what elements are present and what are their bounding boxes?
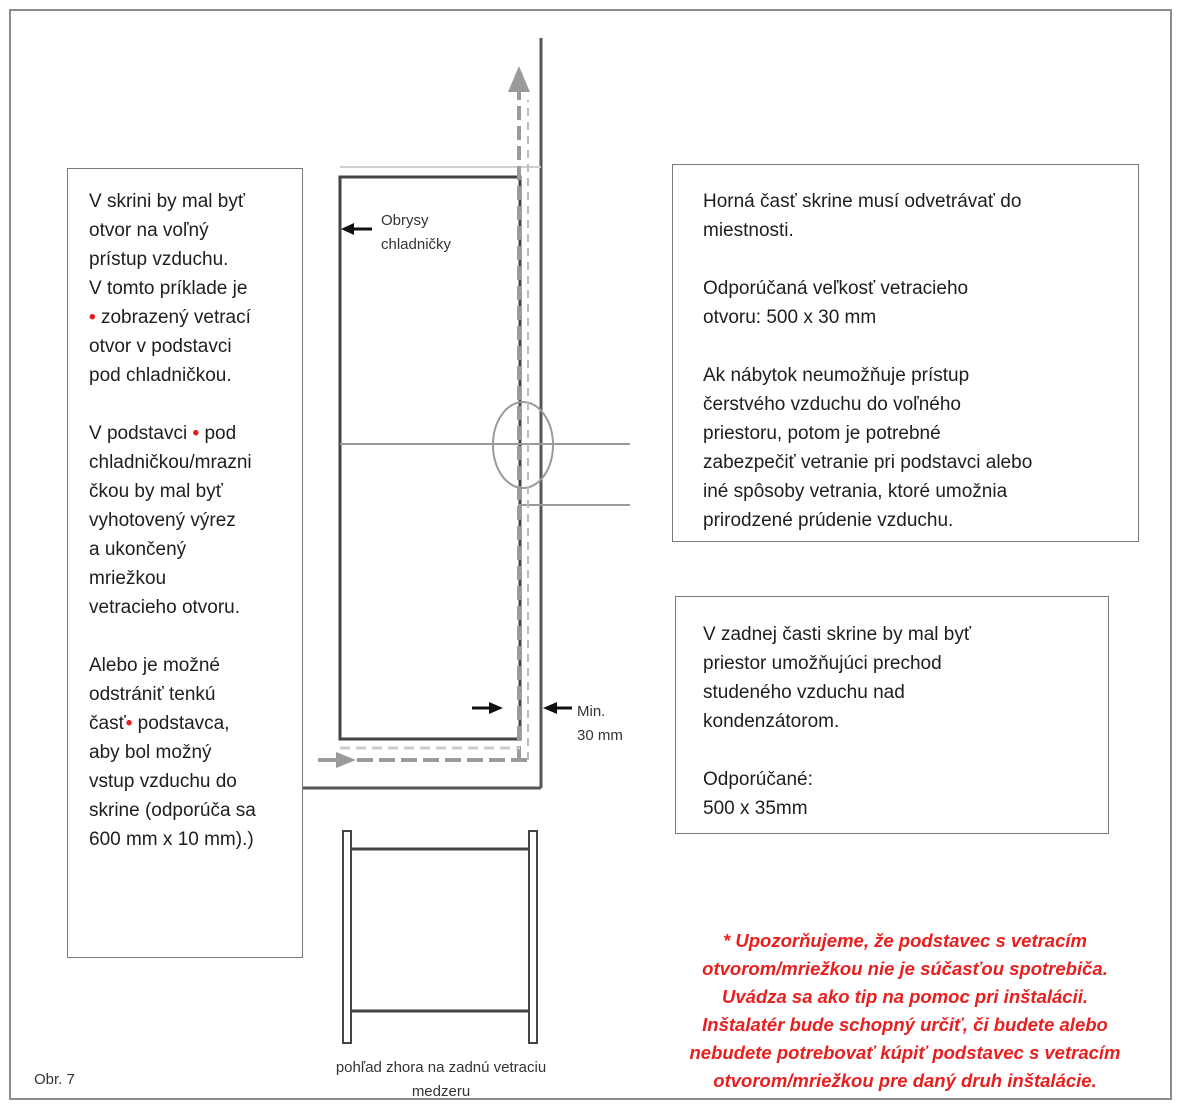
left-line: 600 mm x 10 mm).) <box>89 829 254 850</box>
top-box-line: Horná časť skrine musí odvetrávať do <box>703 191 1022 212</box>
mid-box-line: Odporúčané: <box>703 769 813 790</box>
left-line: čkou by mal byť <box>89 481 223 502</box>
note-line: otvorom/mriežkou pre daný druh inštalácie. <box>713 1070 1097 1091</box>
note-line: otvorom/mriežkou nie je súčasťou spotrebiča. <box>702 958 1108 979</box>
left-line: skrine (odporúča sa <box>89 800 256 821</box>
left-line: V tomto príklade je <box>89 278 248 299</box>
top-view-right-panel <box>529 831 537 1043</box>
top-box-line: zabezpečiť vetranie pri podstavci alebo <box>703 452 1033 473</box>
left-line: odstrániť tenkú <box>89 684 216 705</box>
label-line: Obrysy <box>381 212 429 229</box>
left-dot-line-1 <box>89 303 299 332</box>
label-line: chladničky <box>381 236 452 253</box>
top-box-line: čerstvého vzduchu do voľného <box>703 394 961 415</box>
top-box-line: miestnosti. <box>703 220 794 241</box>
airflow-up-arrowhead <box>508 66 530 92</box>
fridge-outline-label <box>381 209 451 257</box>
left-line: zobrazený vetrací <box>100 307 251 328</box>
fridge-outline <box>340 177 520 739</box>
mid-box-line: V zadnej časti skrine by mal byť <box>703 624 971 645</box>
left-line: vstup vzduchu do <box>89 771 237 792</box>
top-ventilation-text <box>703 187 1133 535</box>
top-box-line: Odporúčaná veľkosť vetracieho <box>703 278 969 299</box>
gap-arrow-right-head <box>543 702 557 714</box>
top-view-left-panel <box>343 831 351 1043</box>
top-box-line: prirodzené prúdenie vzduchu. <box>703 510 954 531</box>
label-line: 30 mm <box>577 727 623 744</box>
left-lines-a <box>89 187 299 303</box>
left-line: mriežkou <box>89 568 167 589</box>
vent-dot-marker: • <box>89 307 96 328</box>
left-line: vyhotovený výrez <box>89 510 236 531</box>
left-line: a ukončený <box>89 539 187 560</box>
left-line: časť <box>89 713 126 734</box>
mid-box-line: 500 x 35mm <box>703 798 808 819</box>
left-dot-line-2 <box>89 419 299 448</box>
top-box-line: priestoru, potom je potrebné <box>703 423 941 444</box>
left-line: prístup vzduchu. <box>89 249 229 270</box>
gap-arrow-left-head <box>489 702 503 714</box>
mid-box-line: kondenzátorom. <box>703 711 840 732</box>
outline-pointer-arrowhead <box>341 223 354 235</box>
figure-number: Obr. 7 <box>34 1071 75 1088</box>
min-gap-label <box>577 700 623 748</box>
note-line: Uvádza sa ako tip na pomoc pri inštalácii. <box>722 986 1088 1007</box>
rear-ventilation-text <box>703 620 1103 823</box>
top-box-line: Ak nábytok neumožňuje prístup <box>703 365 970 386</box>
left-line: vetracieho otvoru. <box>89 597 241 618</box>
note-line: Inštalatér bude schopný určiť, či budete alebo <box>702 1014 1108 1035</box>
label-line: Min. <box>577 703 606 720</box>
left-line: pod chladničkou. <box>89 365 232 386</box>
left-dot-line-3 <box>89 709 299 738</box>
mid-box-line: studeného vzduchu nad <box>703 682 905 703</box>
top-view-caption <box>306 1056 576 1104</box>
mid-box-line: priestor umožňujúci prechod <box>703 653 942 674</box>
airflow-in-arrowhead <box>336 752 356 768</box>
label-line: medzeru <box>411 1083 471 1100</box>
left-line: aby bol možný <box>89 742 212 763</box>
vent-dot-marker: • <box>192 423 200 444</box>
label-line: pohľad zhora na zadnú vetraciu <box>335 1059 547 1076</box>
note-line: nebudete potrebovať kúpiť podstavec s vetracím <box>689 1042 1121 1063</box>
left-line: V podstavci <box>89 423 188 444</box>
left-line: otvor v podstavci <box>89 336 232 357</box>
vent-dot-marker: • <box>125 713 133 734</box>
left-line: otvor na voľný <box>89 220 209 241</box>
installation-note <box>655 927 1155 1095</box>
top-box-line: iné spôsoby vetrania, ktoré umožnia <box>703 481 1008 502</box>
left-line: chladničkou/mrazni <box>89 452 252 473</box>
left-line: V skrini by mal byť <box>89 191 245 212</box>
left-line: Alebo je možné <box>89 655 220 676</box>
left-line: podstavca, <box>137 713 230 734</box>
top-box-line: otvoru: 500 x 30 mm <box>703 307 877 328</box>
note-line: * Upozorňujeme, že podstavec s vetracím <box>723 930 1087 951</box>
left-info-text <box>89 187 299 854</box>
left-line: pod <box>204 423 237 444</box>
